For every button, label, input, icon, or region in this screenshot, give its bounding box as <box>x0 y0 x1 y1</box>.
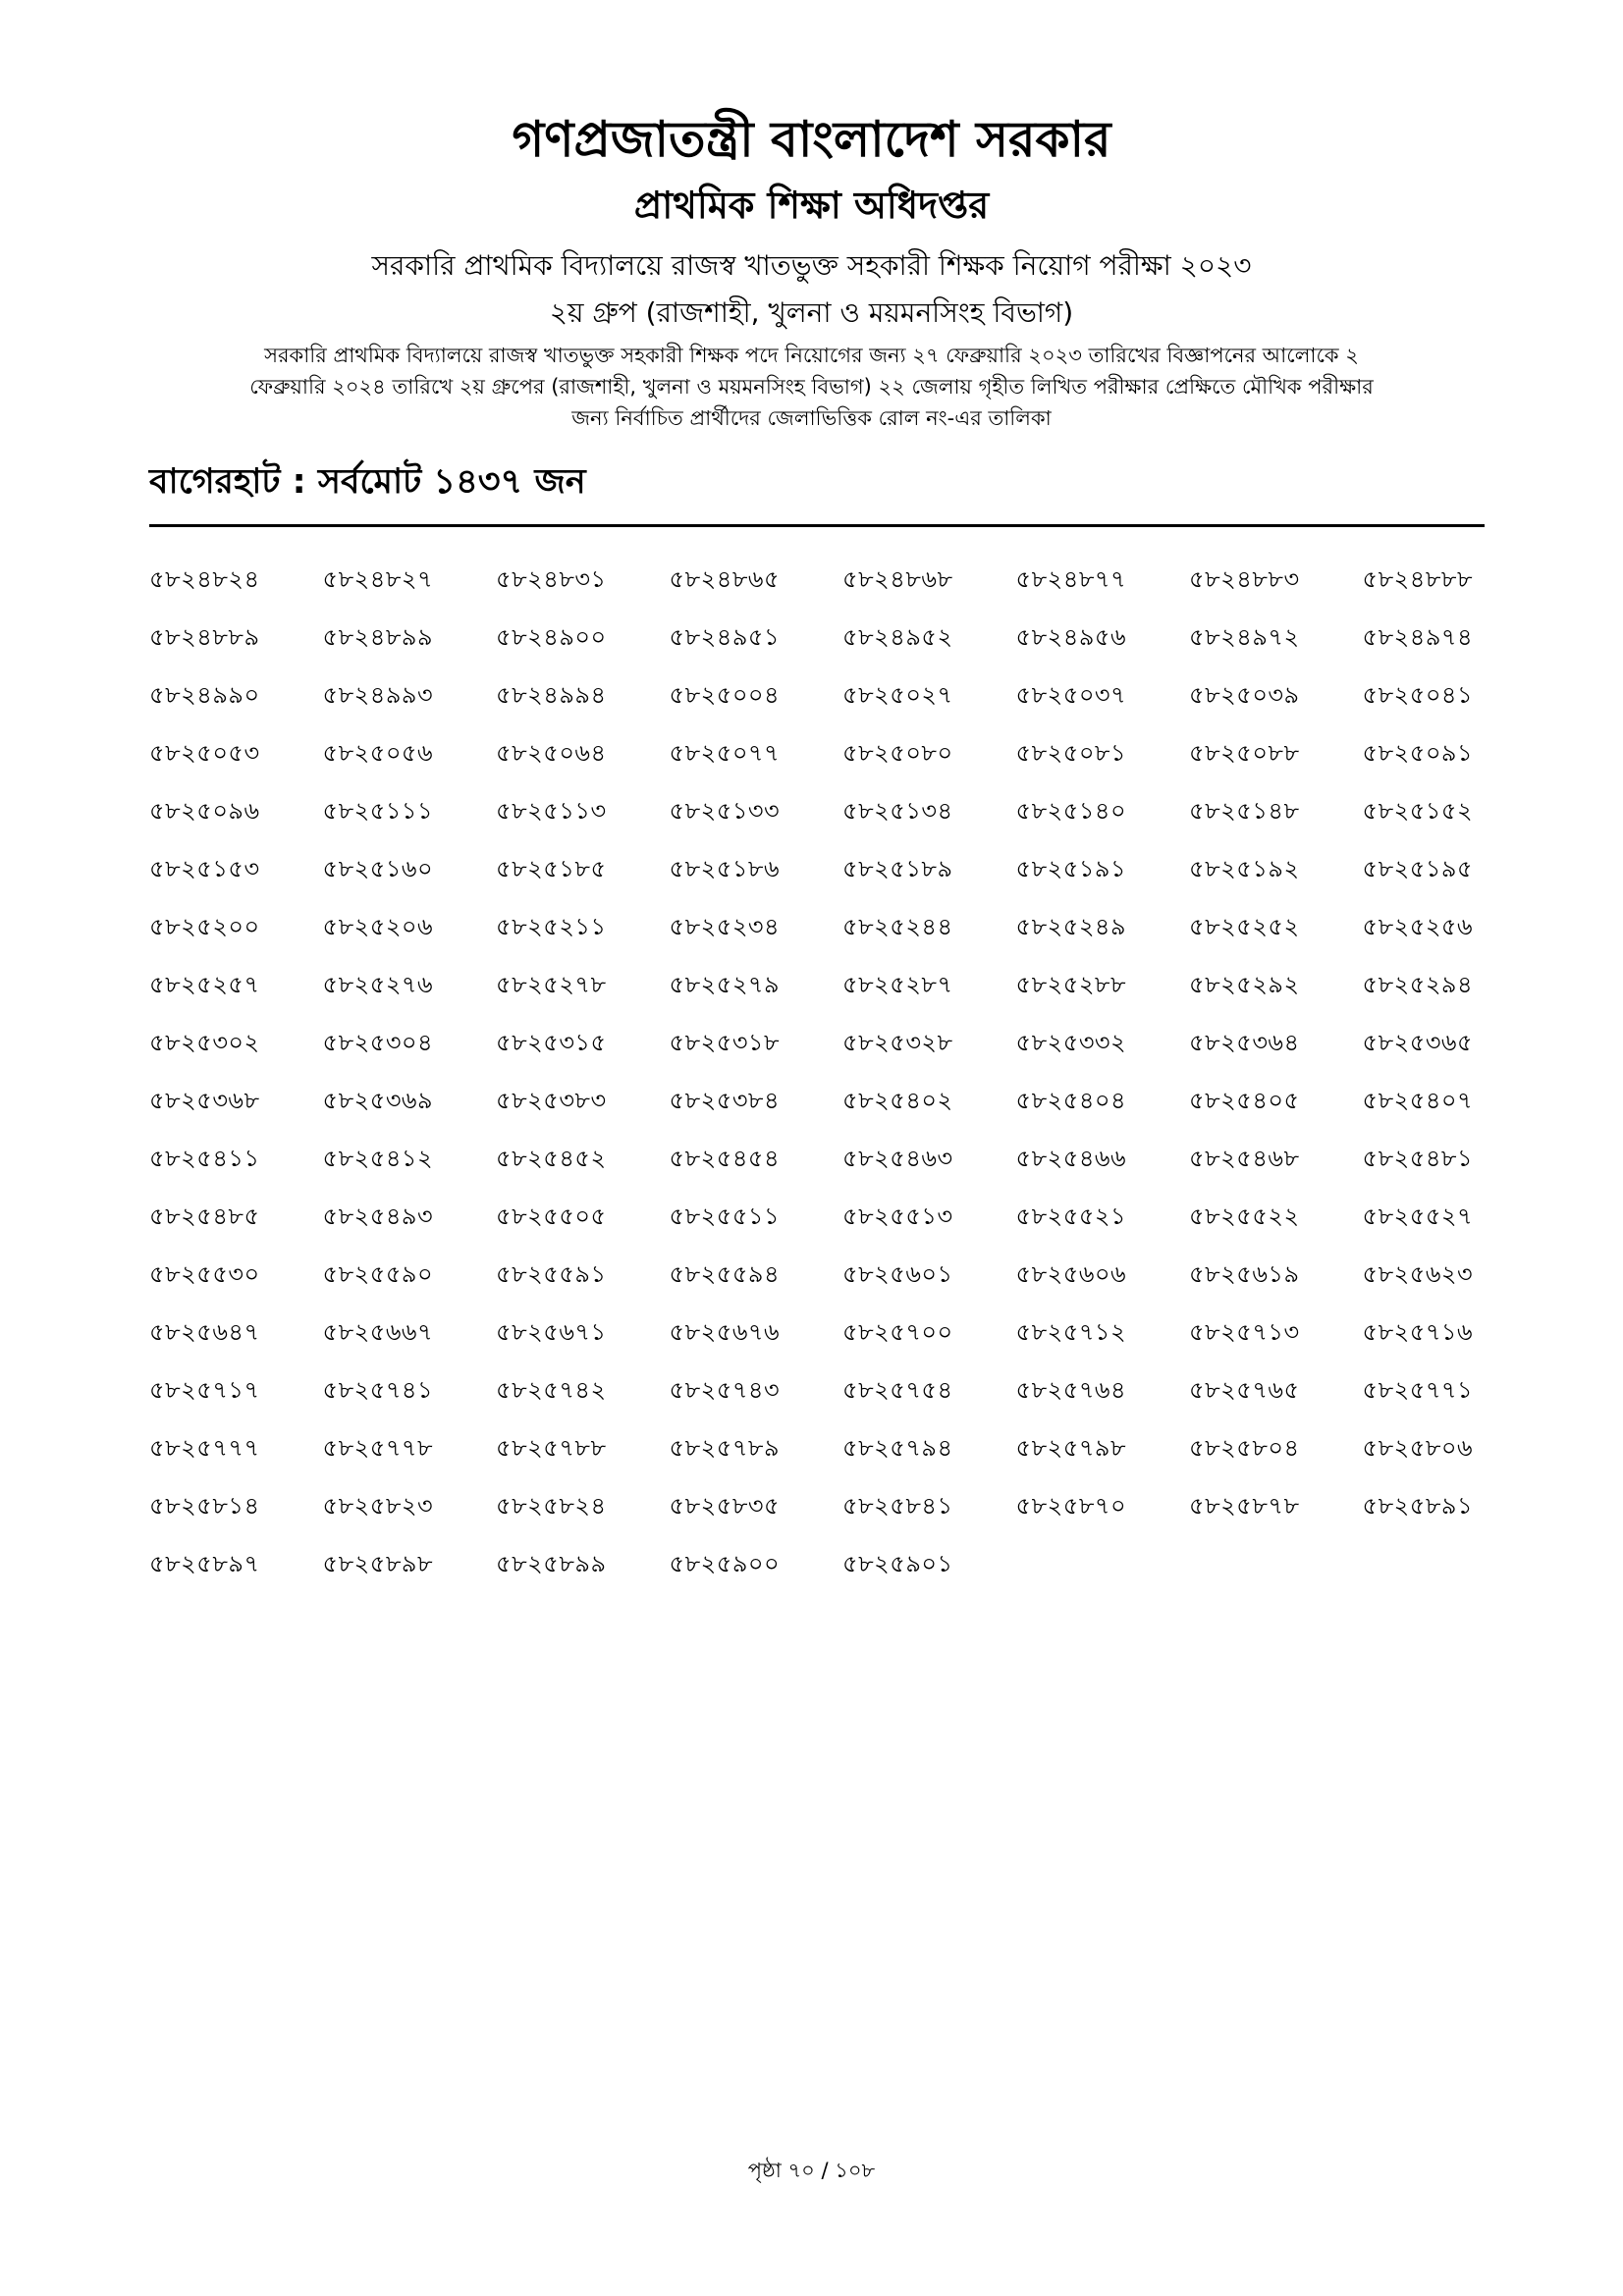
group-heading: ২য় গ্রুপ (রাজশাহী, খুলনা ও ময়মনসিংহ বিভাগ) <box>549 296 1074 329</box>
roll-number: ৫৮২৪৮৬৫ <box>669 565 781 593</box>
roll-number: ৫৮২৫২০০ <box>149 913 260 940</box>
roll-number: ৫৮২৫৪১২ <box>322 1145 434 1172</box>
roll-number: ৫৮২৪৮৬৮ <box>842 565 953 593</box>
roll-number: ৫৮২৫৮৯৯ <box>496 1550 607 1577</box>
roll-number: ৫৮২৫৫২২ <box>1189 1202 1300 1230</box>
roll-number: ৫৮২৫০৮৮ <box>1189 739 1300 767</box>
roll-number: ৫৮২৪৯৭৪ <box>1362 623 1474 651</box>
roll-number: ৫৮২৪৮২৭ <box>322 565 434 593</box>
roll-number: ৫৮২৫৭৪৩ <box>669 1376 781 1404</box>
roll-number: ৫৮২৫৭৮৮ <box>496 1434 607 1462</box>
roll-number: ৫৮২৫০০৪ <box>669 681 781 709</box>
roll-number: ৫৮২৫২৫৭ <box>149 971 260 998</box>
roll-number: ৫৮২৫৫২১ <box>1015 1202 1127 1230</box>
roll-number: ৫৮২৪৮৯৯ <box>322 623 434 651</box>
roll-number: ৫৮২৫২৫২ <box>1189 913 1300 940</box>
roll-number: ৫৮২৫৭৬৪ <box>1015 1376 1127 1404</box>
district-heading: বাগেরহাট : সর্বমোট ১৪৩৭ জন <box>149 462 586 502</box>
roll-number: ৫৮২৫৭১৭ <box>149 1376 260 1404</box>
roll-number-grid <box>149 561 1524 1604</box>
roll-number: ৫৮২৫৩৬৮ <box>149 1087 260 1114</box>
roll-number: ৫৮২৫১৮৫ <box>496 855 607 882</box>
roll-number: ৫৮২৫৪০৪ <box>1015 1087 1127 1114</box>
roll-number: ৫৮২৫৪৬৩ <box>842 1145 953 1172</box>
roll-number: ৫৮২৫১৩৪ <box>842 797 953 825</box>
roll-number: ৫৮২৫৬৪৭ <box>149 1318 260 1346</box>
roll-number: ৫৮২৫৫৩০ <box>149 1260 260 1288</box>
roll-number: ৫৮২৪৮৮৮ <box>1362 565 1474 593</box>
roll-number: ৫৮২৫০৬৪ <box>496 739 607 767</box>
roll-number: ৫৮২৫৮০৬ <box>1362 1434 1474 1462</box>
roll-number: ৫৮২৫৪৮৫ <box>149 1202 260 1230</box>
roll-number: ৫৮২৫২৪৯ <box>1015 913 1127 940</box>
page-number: পৃষ্ঠা ৭০ <box>747 2159 815 2182</box>
roll-number: ৫৮২৪৯৯৪ <box>496 681 607 709</box>
roll-number: ৫৮২৫০৪১ <box>1362 681 1474 709</box>
page-separator: / <box>821 2159 829 2182</box>
roll-number: ৫৮২৫৭৯৪ <box>842 1434 953 1462</box>
roll-number: ৫৮২৫৩৬৫ <box>1362 1029 1474 1056</box>
roll-number: ৫৮২৫৫৯০ <box>322 1260 434 1288</box>
roll-number: ৫৮২৫৮৯৭ <box>149 1550 260 1577</box>
roll-number: ৫৮২৫৩৩২ <box>1015 1029 1127 1056</box>
roll-number: ৫৮২৫৩০২ <box>149 1029 260 1056</box>
roll-number: ৫৮২৫৪৯৩ <box>322 1202 434 1230</box>
roll-number: ৫৮২৫৫২৭ <box>1362 1202 1474 1230</box>
roll-number: ৫৮২৫৩৮৩ <box>496 1087 607 1114</box>
roll-number: ৫৮২৫২১১ <box>496 913 607 940</box>
notice-line-3: জন্য নির্বাচিত প্রার্থীদের জেলাভিত্তিক রোল নং-এর তালিকা <box>571 406 1052 430</box>
roll-number: ৫৮২৫২৯২ <box>1189 971 1300 998</box>
roll-number: ৫৮২৫৮৭৮ <box>1189 1492 1300 1520</box>
roll-number: ৫৮২৫৩৬৯ <box>322 1087 434 1114</box>
roll-number: ৫৮২৪৯০০ <box>496 623 607 651</box>
roll-number: ৫৮২৫২৩৪ <box>669 913 781 940</box>
roll-number: ৫৮২৪৮৩১ <box>496 565 607 593</box>
roll-number: ৫৮২৫০৫৬ <box>322 739 434 767</box>
roll-number: ৫৮২৫৬৭৬ <box>669 1318 781 1346</box>
roll-number: ৫৮২৫৮৯৮ <box>322 1550 434 1577</box>
roll-number: ৫৮২৫৪১১ <box>149 1145 260 1172</box>
roll-number: ৫৮২৫৯০১ <box>842 1550 953 1577</box>
roll-number: ৫৮২৫৮৯১ <box>1362 1492 1474 1520</box>
roll-number: ৫৮২৫২৯৪ <box>1362 971 1474 998</box>
roll-number: ৫৮২৫৪৮১ <box>1362 1145 1474 1172</box>
roll-number: ৫৮২৫২৮৭ <box>842 971 953 998</box>
roll-number: ৫৮২৫৮৪১ <box>842 1492 953 1520</box>
roll-number: ৫৮২৫৫৯৪ <box>669 1260 781 1288</box>
roll-number: ৫৮২৫৭০০ <box>842 1318 953 1346</box>
roll-number: ৫৮২৫০৩৭ <box>1015 681 1127 709</box>
notice-line-1: সরকারি প্রাথমিক বিদ্যালয়ে রাজস্ব খাতভুক্ত সহকারী শিক্ষক পদে নিয়োগের জন্য ২৭ ফেব্রুয়ারি ২০২৩ তারিখের বিজ্ঞাপনের আলোকে ২ <box>264 344 1359 367</box>
roll-number: ৫৮২৫৩১৮ <box>669 1029 781 1056</box>
roll-number: ৫৮২৫০৯১ <box>1362 739 1474 767</box>
roll-number: ৫৮২৪৮৮৯ <box>149 623 260 651</box>
exam-title: সরকারি প্রাথমিক বিদ্যালয়ে রাজস্ব খাতভুক্ত সহকারী শিক্ষক নিয়োগ পরীক্ষা ২০২৩ <box>371 249 1252 282</box>
roll-number: ৫৮২৫২০৬ <box>322 913 434 940</box>
roll-number: ৫৮২৫৯০০ <box>669 1550 781 1577</box>
roll-number: ৫৮২৫১১১ <box>322 797 434 825</box>
roll-number: ৫৮২৫০৫৩ <box>149 739 260 767</box>
roll-number: ৫৮২৫৩২৮ <box>842 1029 953 1056</box>
roll-number: ৫৮২৫১৪৮ <box>1189 797 1300 825</box>
roll-number: ৫৮২৫৭৭৭ <box>149 1434 260 1462</box>
roll-number: ৫৮২৫৬৭১ <box>496 1318 607 1346</box>
roll-number: ৫৮২৫১৯১ <box>1015 855 1127 882</box>
roll-number: ৫৮২৫৪০২ <box>842 1087 953 1114</box>
roll-number: ৫৮২৫১৬০ <box>322 855 434 882</box>
roll-number: ৫৮২৫৪৫৪ <box>669 1145 781 1172</box>
roll-number: ৫৮২৫৬০১ <box>842 1260 953 1288</box>
roll-number: ৫৮২৫৭৬৫ <box>1189 1376 1300 1404</box>
roll-number: ৫৮২৫৮২৩ <box>322 1492 434 1520</box>
roll-number: ৫৮২৫৭১২ <box>1015 1318 1127 1346</box>
roll-number: ৫৮২৫০৯৬ <box>149 797 260 825</box>
roll-number: ৫৮২৫৬৬৭ <box>322 1318 434 1346</box>
page-footer <box>0 2156 1623 2185</box>
roll-number: ৫৮২৫১৮৯ <box>842 855 953 882</box>
roll-number: ৫৮২৫৪৬৬ <box>1015 1145 1127 1172</box>
roll-number: ৫৮২৪৯৯৩ <box>322 681 434 709</box>
roll-number: ৫৮২৪৮৮৩ <box>1189 565 1300 593</box>
roll-number: ৫৮২৫৭১৬ <box>1362 1318 1474 1346</box>
roll-number: ৫৮২৫৭৯৮ <box>1015 1434 1127 1462</box>
roll-number: ৫৮২৫১১৩ <box>496 797 607 825</box>
roll-number: ৫৮২৫৫১৩ <box>842 1202 953 1230</box>
roll-number: ৫৮২৫০২৭ <box>842 681 953 709</box>
roll-number: ৫৮২৫১৩৩ <box>669 797 781 825</box>
roll-number: ৫৮২৫১৯৫ <box>1362 855 1474 882</box>
roll-number: ৫৮২৫৮৭০ <box>1015 1492 1127 1520</box>
roll-number: ৫৮২৫২৫৬ <box>1362 913 1474 940</box>
divider <box>149 524 1485 527</box>
roll-number: ৫৮২৫৪৬৮ <box>1189 1145 1300 1172</box>
roll-number: ৫৮২৫৭৮৯ <box>669 1434 781 1462</box>
roll-number: ৫৮২৫২৭৮ <box>496 971 607 998</box>
roll-number: ৫৮২৫৪০৭ <box>1362 1087 1474 1114</box>
roll-number: ৫৮২৫৫০৫ <box>496 1202 607 1230</box>
roll-number: ৫৮২৪৯৯০ <box>149 681 260 709</box>
roll-number: ৫৮২৫৩০৪ <box>322 1029 434 1056</box>
roll-number: ৫৮২৪৯৭২ <box>1189 623 1300 651</box>
roll-number: ৫৮২৫২৪৪ <box>842 913 953 940</box>
page-title: গণপ্রজাতন্ত্রী বাংলাদেশ সরকার <box>512 111 1111 168</box>
total-pages: ১০৮ <box>835 2159 876 2182</box>
roll-number: ৫৮২৫৮১৪ <box>149 1492 260 1520</box>
roll-number: ৫৮২৫৭১৩ <box>1189 1318 1300 1346</box>
roll-number: ৫৮২৫৭৭৮ <box>322 1434 434 1462</box>
roll-number: ৫৮২৪৮৭৭ <box>1015 565 1127 593</box>
roll-number: ৫৮২৫৪৫২ <box>496 1145 607 1172</box>
roll-number: ৫৮২৫২৭৯ <box>669 971 781 998</box>
roll-number: ৫৮২৫৫৯১ <box>496 1260 607 1288</box>
roll-number: ৫৮২৫২৮৮ <box>1015 971 1127 998</box>
roll-number: ৫৮২৫৭৭১ <box>1362 1376 1474 1404</box>
roll-number: ৫৮২৫৭৪১ <box>322 1376 434 1404</box>
roll-number: ৫৮২৫০৭৭ <box>669 739 781 767</box>
roll-number: ৫৮২৫৬০৬ <box>1015 1260 1127 1288</box>
roll-number: ৫৮২৪৯৫২ <box>842 623 953 651</box>
roll-number: ৫৮২৫৮৩৫ <box>669 1492 781 1520</box>
department-subtitle: প্রাথমিক শিক্ষা অধিদপ্তর <box>633 184 990 227</box>
roll-number: ৫৮২৪৮২৪ <box>149 565 260 593</box>
roll-number: ৫৮২৫৭৫৪ <box>842 1376 953 1404</box>
roll-number: ৫৮২৫১৯২ <box>1189 855 1300 882</box>
roll-number: ৫৮২৫৮২৪ <box>496 1492 607 1520</box>
roll-number: ৫৮২৫১৫৩ <box>149 855 260 882</box>
roll-number: ৫৮২৫৪০৫ <box>1189 1087 1300 1114</box>
roll-number: ৫৮২৫৬১৯ <box>1189 1260 1300 1288</box>
roll-number: ৫৮২৫২৭৬ <box>322 971 434 998</box>
roll-number: ৫৮২৫১৪০ <box>1015 797 1127 825</box>
roll-number: ৫৮২৫৩৮৪ <box>669 1087 781 1114</box>
roll-number: ৫৮২৪৯৫৬ <box>1015 623 1127 651</box>
roll-number: ৫৮২৫৫১১ <box>669 1202 781 1230</box>
roll-number: ৫৮২৫৭৪২ <box>496 1376 607 1404</box>
roll-number: ৫৮২৪৯৫১ <box>669 623 781 651</box>
roll-number: ৫৮২৫৩১৫ <box>496 1029 607 1056</box>
notice-text <box>147 340 1476 434</box>
roll-number: ৫৮২৫০৮১ <box>1015 739 1127 767</box>
roll-number: ৫৮২৫১৮৬ <box>669 855 781 882</box>
roll-number: ৫৮২৫০৩৯ <box>1189 681 1300 709</box>
roll-number: ৫৮২৫৬২৩ <box>1362 1260 1474 1288</box>
notice-line-2: ফেব্রুয়ারি ২০২৪ তারিখে ২য় গ্রুপের (রাজশাহী, খুলনা ও ময়মনসিংহ বিভাগ) ২২ জেলায় গৃহীত লিখিত পরীক্ষার প্রেক্ষিতে মৌখিক পরীক্ষার <box>249 375 1374 399</box>
roll-number: ৫৮২৫৩৬৪ <box>1189 1029 1300 1056</box>
roll-number: ৫৮২৫১৫২ <box>1362 797 1474 825</box>
roll-number: ৫৮২৫৮০৪ <box>1189 1434 1300 1462</box>
roll-number: ৫৮২৫০৮০ <box>842 739 953 767</box>
